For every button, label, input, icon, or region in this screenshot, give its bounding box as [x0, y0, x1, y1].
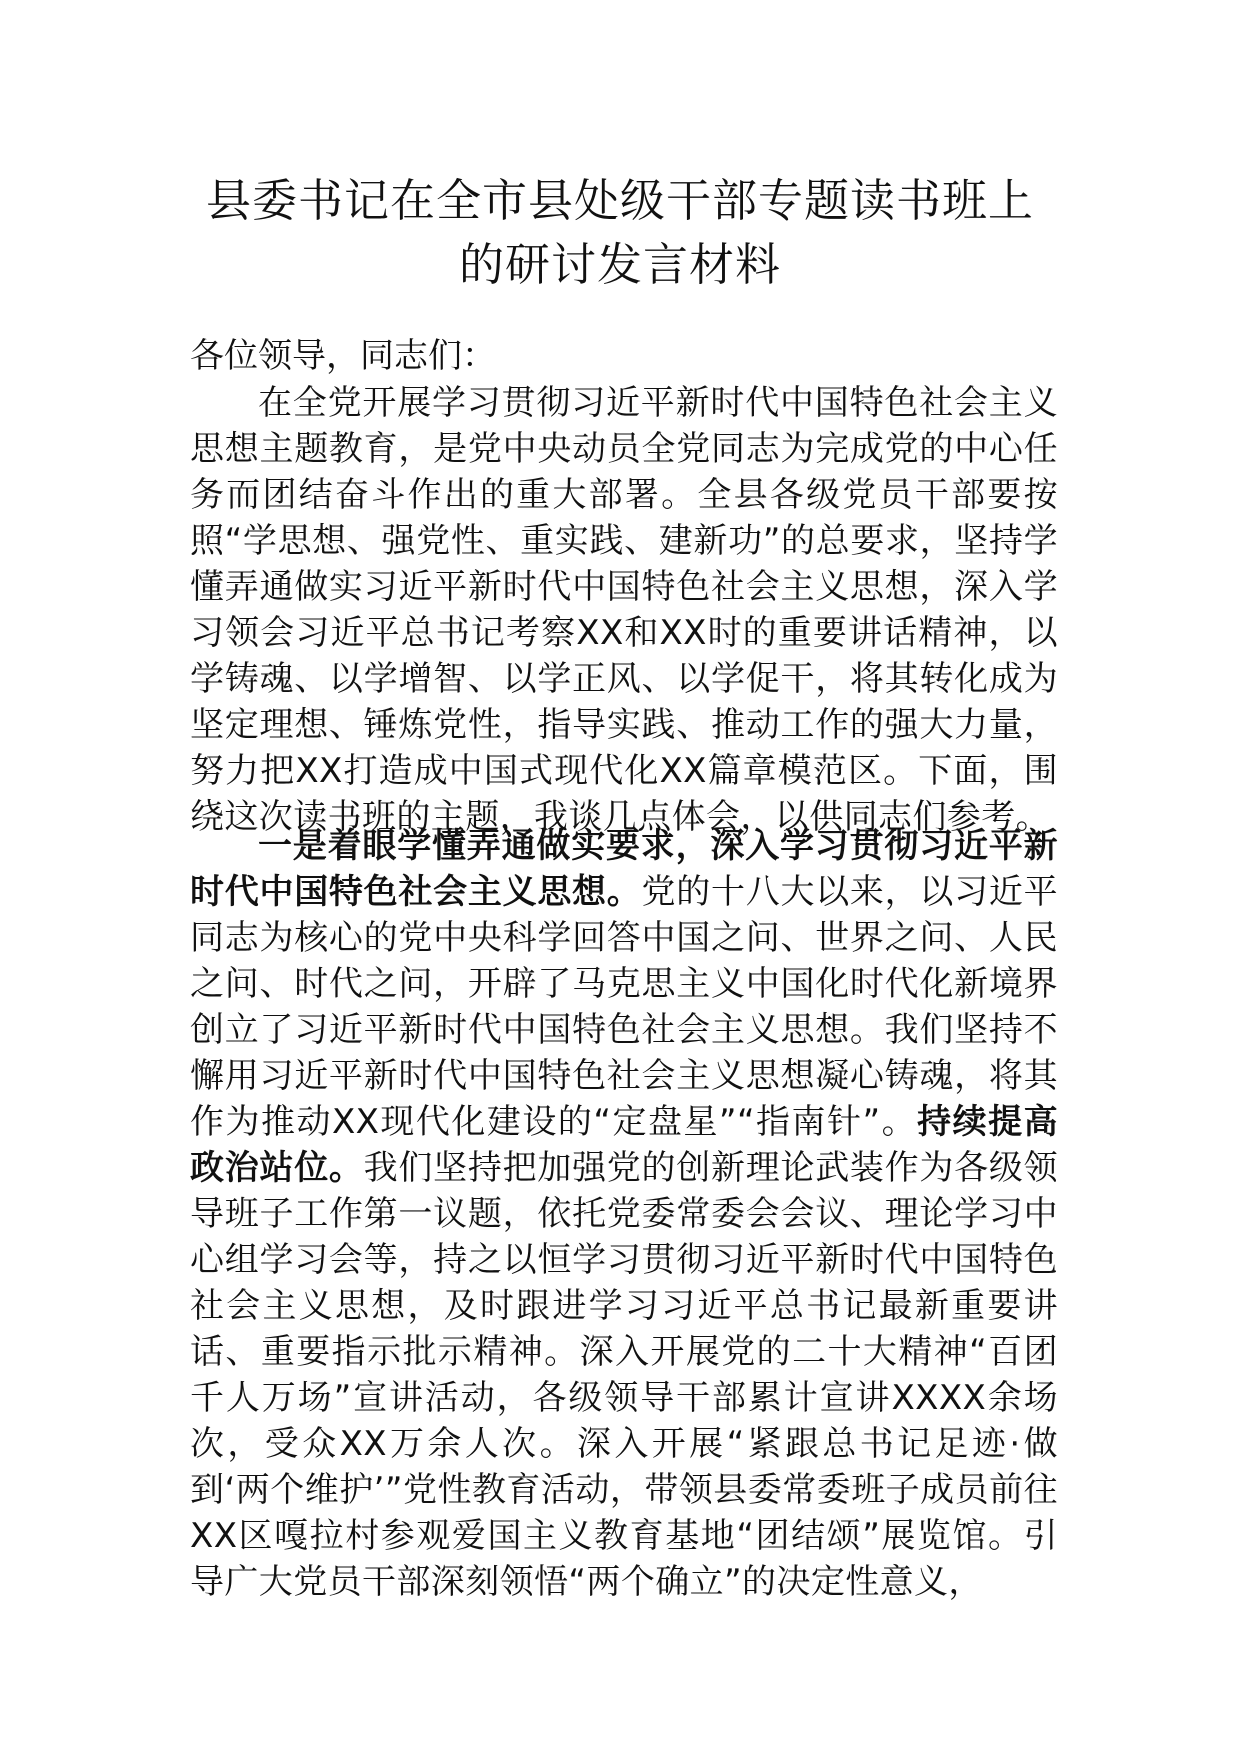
salutation: 各位领导，同志们：: [190, 336, 496, 376]
point-one-heading: 一是着眼学懂弄通做实要求，深入学习贯彻习近平新时代中国特色社会主义思想。: [190, 826, 1058, 912]
point-one-subheading: 持续提高政治站位。: [190, 1102, 1058, 1188]
document-title-line-1: 县委书记在全市县处级干部专题读书班上: [205, 174, 1034, 227]
document-title-line-2: 的研讨发言材料: [458, 238, 781, 291]
paragraph-point-one: [190, 823, 1058, 1605]
point-one-continued-text: 我们坚持把加强党的创新理论武装作为各级领导班子工作第一议题，依托党委常委会会议、理论学习中心组学习会等，持之以恒学习贯彻习近平新时代中国特色社会主义思想，及时跟进学习习近平总书记最新重要讲话、重要指示批示精神。深入开展党的二十大精神“百团千人万场”宣讲活动，各级领导干部累计宣讲XXXX余场次，受众XX万余人次。深入开展“紧跟总书记足迹·做到‘两个维护’”党性教育活动，带领县委常委班子成员前往XX区嘎拉村参观爱国主义教育基地“团结颂”展览馆。引导广大党员干部深刻领悟“两个确立”的决定性意义，: [190, 1148, 1059, 1602]
point-one-text: 党的十八大以来，以习近平同志为核心的党中央科学回答中国之问、世界之问、人民之问、时代之问，开辟了马克思主义中国化时代化新境界创立了习近平新时代中国特色社会主义思想。我们坚持不懈用习近平新时代中国特色社会主义思想凝心铸魂，将其作为推动XX现代化建设的“定盘星”“指南针”。: [190, 872, 1058, 1142]
paragraph-introduction: 在全党开展学习贯彻习近平新时代中国特色社会主义思想主题教育，是党中央动员全党同志为完成党的中心任务而团结奋斗作出的重大部署。全县各级党员干部要按照“学思想、强党性、重实践、建新功”的总要求，坚持学懂弄通做实习近平新时代中国特色社会主义思想，深入学习领会习近平总书记考察XX和XX时的重要讲话精神，以学铸魂、以学增智、以学正风、以学促干，将其转化成为坚定理想、锤炼党性，指导实践、推动工作的强大力量，努力把XX打造成中国式现代化XX篇章模范区。下面，围绕这次读书班的主题，我谈几点体会，以供同志们参考。: [190, 383, 1058, 837]
